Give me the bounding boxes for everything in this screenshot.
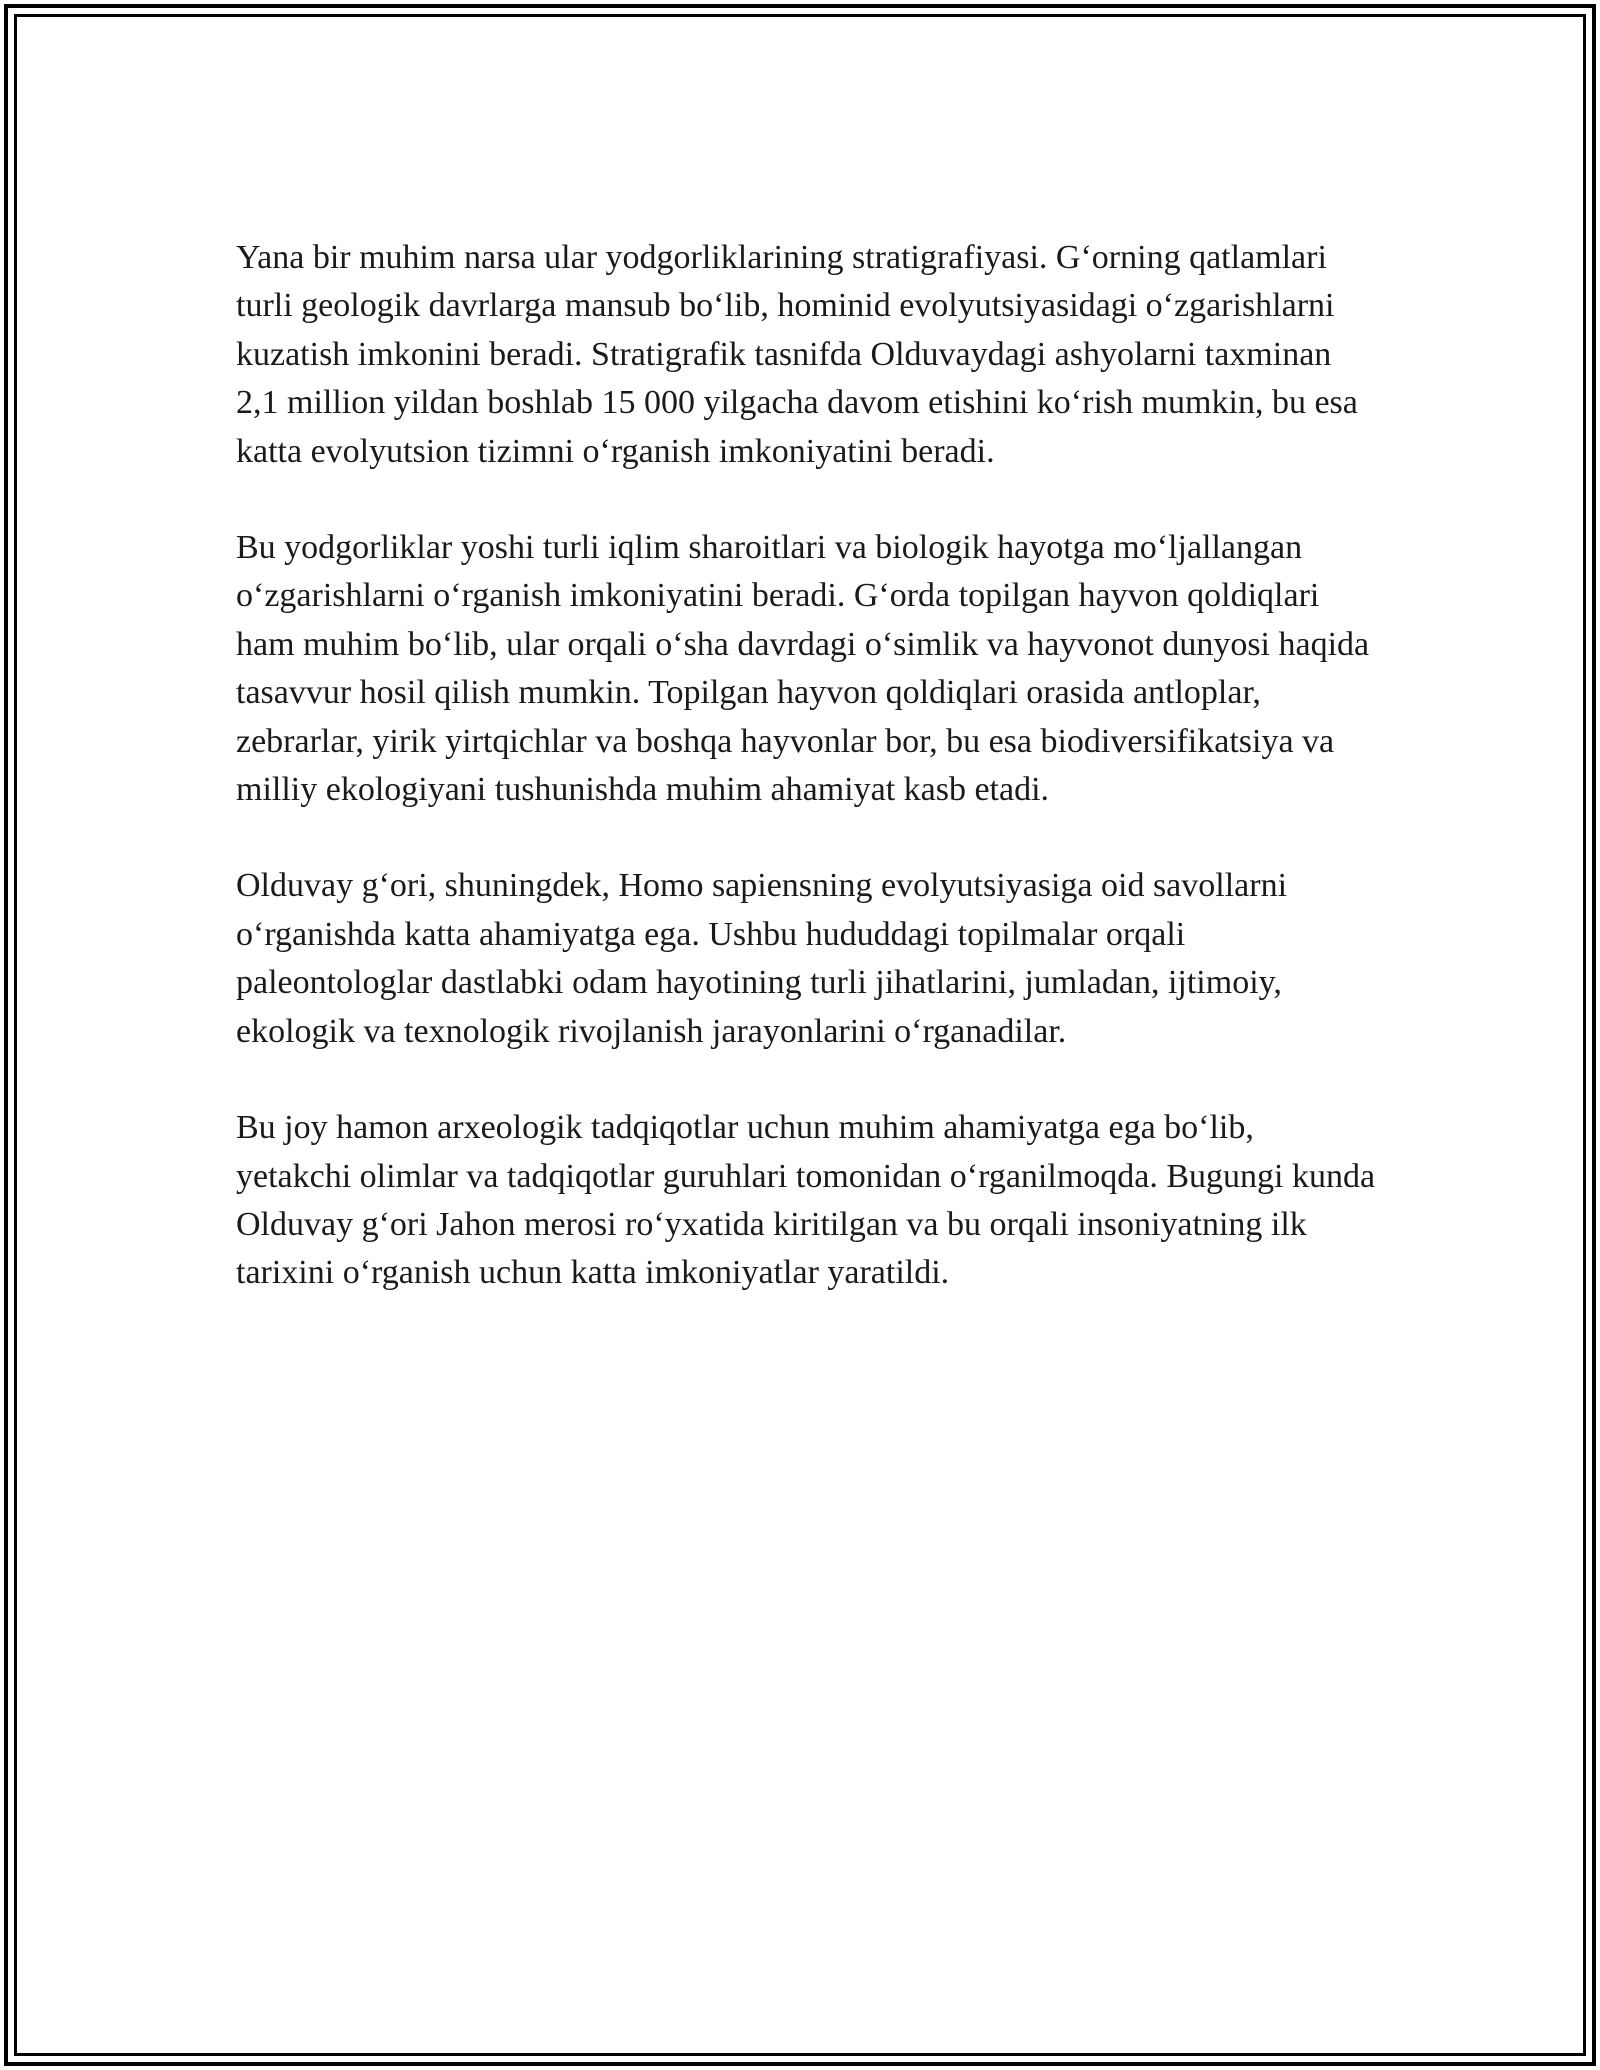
document-body: [236, 234, 1376, 1346]
paragraph-stratigraphy: Yana bir muhim narsa ular yodgorliklarining stratigrafiyasi. G‘orning qatlamlari turli geologik davrlarga mansub bo‘lib, hominid evolyutsiyasidagi o‘zgarishlarni kuzatish imkonini beradi. Stratigrafik tasnifda Olduvaydagi ashyolarni taxminan 2,1 million yildan boshlab 15 000 yilgacha davom etishini ko‘rish mumkin, bu esa katta evolyutsion tizimni o‘rganish imkoniyatini beradi.: [236, 239, 1358, 470]
paragraph-climate-fauna: Bu yodgorliklar yoshi turli iqlim sharoitlari va biologik hayotga mo‘ljallangan o‘zgarishlarni o‘rganish imkoniyatini beradi. G‘orda topilgan hayvon qoldiqlari ham muhim bo‘lib, ular orqali o‘sha davrdagi o‘simlik va hayvonot dunyosi haqida tasavvur hosil qilish mumkin. Topilgan hayvon qoldiqlari orasida antloplar, zebrarlar, yirik yirtqichlar va boshqa hayvonlar bor, bu esa biodiversifikatsiya va milliy ekologiyani tushunishda muhim ahamiyat kasb etadi.: [236, 529, 1370, 809]
paragraph-research-heritage: Bu joy hamon arxeologik tadqiqotlar uchun muhim ahamiyatga ega bo‘lib, yetakchi olimlar va tadqiqotlar guruhlari tomonidan o‘rganilmoqda. Bugungi kunda Olduvay g‘ori Jahon merosi ro‘yxatida kiritilgan va bu orqali insoniyatning ilk tarixini o‘rganish uchun katta imkoniyatlar yaratildi.: [236, 1109, 1376, 1292]
paragraph-homo-sapiens: Olduvay g‘ori, shuningdek, Homo sapiensning evolyutsiyasiga oid savollarni o‘rganishda katta ahamiyatga ega. Ushbu hududdagi topilmalar orqali paleontologlar dastlabki odam hayotining turli jihatlarini, jumladan, ijtimoiy, ekologik va texnologik rivojlanish jarayonlarini o‘rganadilar.: [236, 867, 1288, 1050]
